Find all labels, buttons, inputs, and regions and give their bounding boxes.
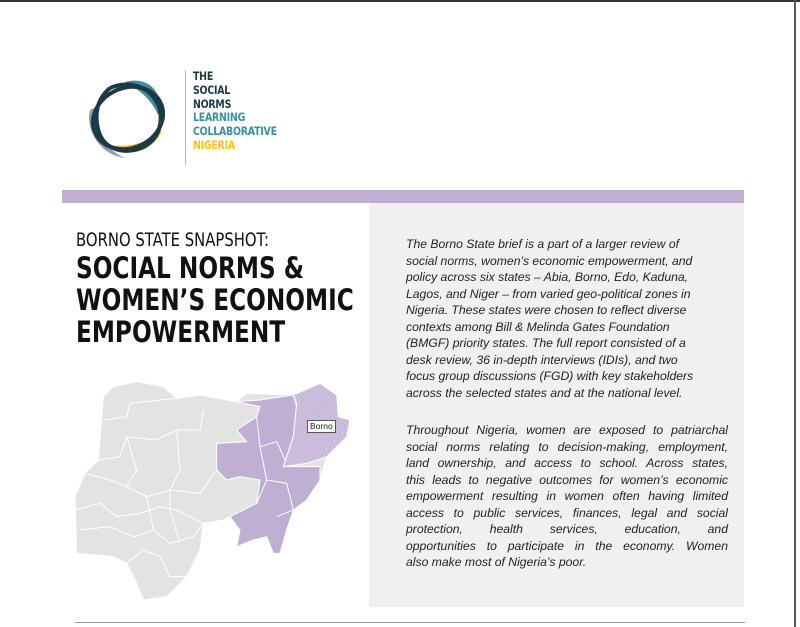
paragraph-line: The Borno State brief is a part of a larger review of [406, 237, 679, 251]
snapshot-kicker: BORNO STATE SNAPSHOT: [76, 229, 269, 251]
logo-divider [185, 70, 186, 165]
title-line: SOCIAL NORMS & [76, 251, 305, 285]
paragraph-line: policy across six states – Abia, Borno, Edo, Kaduna, [406, 270, 689, 284]
accent-bar [62, 190, 744, 203]
logo-line: LEARNING [193, 110, 246, 125]
paragraph-line: also make most of Nigeria’s poor. [406, 555, 587, 569]
logo-line: THE [193, 69, 214, 83]
paragraph-line: contexts among Bill & Melinda Gates Foundation [406, 319, 670, 334]
nigeria-map [60, 370, 380, 627]
paragraph-line: social norms relating to decision-making, employment, [406, 439, 728, 454]
paragraph-line: protection, health services, education, and [406, 522, 728, 536]
logo-line: SOCIAL [193, 82, 231, 97]
paragraph-line: access to public services, finances, legal and social [406, 505, 728, 520]
logo-rings-icon [80, 70, 180, 170]
paragraph-line: empowerment resulting in women often having limited [406, 489, 728, 503]
context-paragraph [406, 422, 728, 571]
borno-map-label: Borno [307, 420, 336, 433]
logo-line: COLLABORATIVE [193, 124, 277, 139]
paragraph-line: opportunities to participate in the economy. Women [406, 538, 728, 553]
paragraph-line: social norms, women’s economic empowerment, and [406, 253, 693, 268]
paragraph-line: focus group discussions (FGD) with key stakeholders [406, 369, 694, 383]
paragraph-line: (BMGF) priority states. The full report consisted of a [406, 336, 686, 350]
paragraph-line: land ownership, and access to school. Across states, [406, 456, 728, 470]
logo-line: NIGERIA [193, 137, 235, 152]
title-line: EMPOWERMENT [76, 315, 286, 349]
intro-paragraph [406, 236, 728, 401]
logo-wordmark [193, 70, 277, 153]
page-title [76, 252, 354, 348]
bottom-divider [75, 622, 745, 623]
paragraph-line: across the selected states and at the national level. [406, 385, 683, 400]
title-line: WOMEN’S ECONOMIC [76, 283, 354, 317]
paragraph-line: Throughout Nigeria, women are exposed to patriarchal [406, 423, 728, 437]
paragraph-line: desk review, 36 in-depth interviews (IDIs), and two [406, 352, 678, 367]
page-frame-top [0, 0, 800, 2]
paragraph-line: this leads to negative outcomes for women’s economic [406, 472, 728, 487]
page-frame-right [794, 0, 796, 627]
paragraph-line: Lagos, and Niger – from varied geo-political zones in [406, 286, 691, 301]
paragraph-line: Nigeria. These states were chosen to reflect diverse [406, 303, 687, 317]
logo-line: NORMS [193, 96, 232, 111]
